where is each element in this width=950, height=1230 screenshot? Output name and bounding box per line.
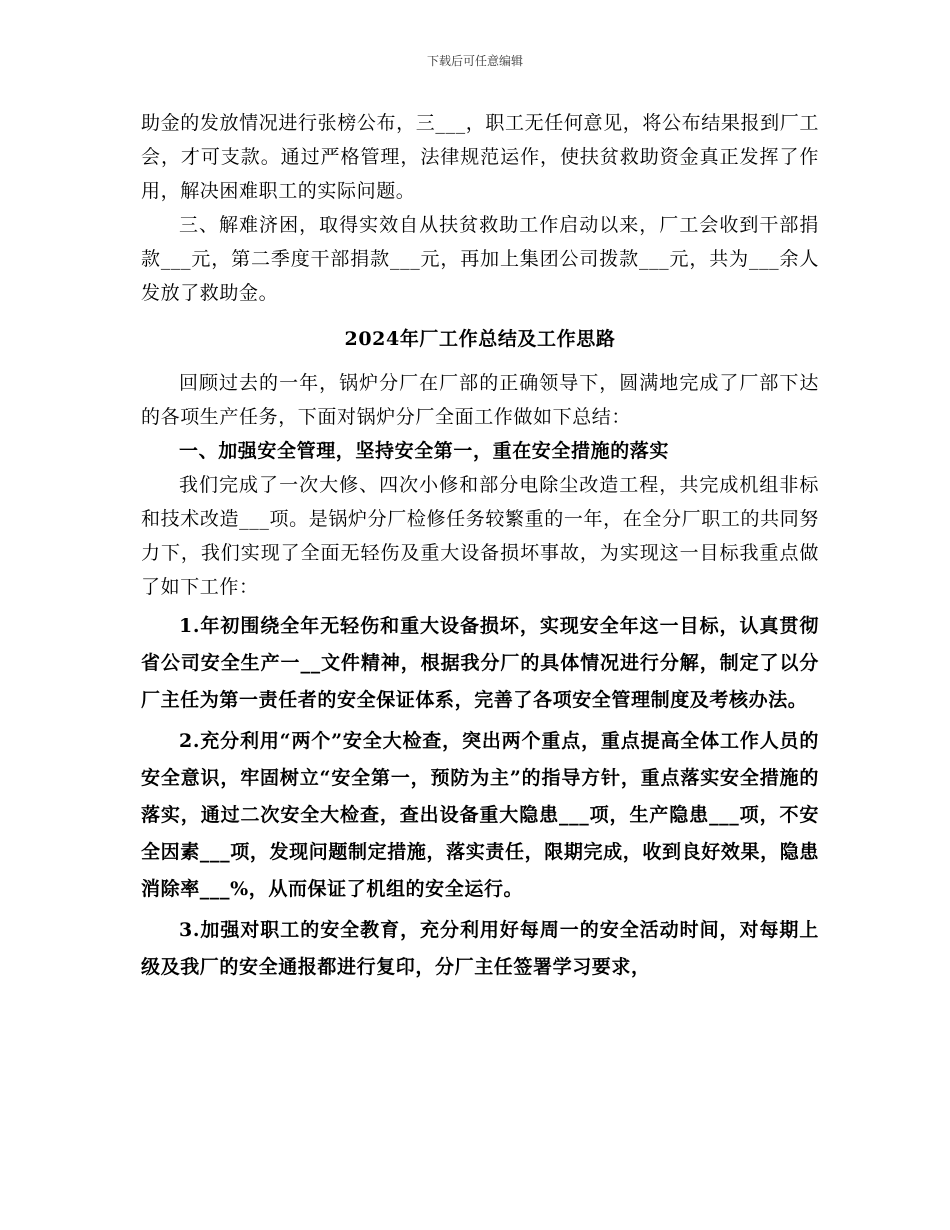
list-item-2: 2.充分利用“两个”安全大检查，突出两个重点，重点提高全体工作人员的安全意识，牢固树立“安全第一，预防为主”的指导方针，重点落实安全措施的落实，通过二次安全大检查，查出设备重大隐患___项，生产隐患___项，不安全因素___项，发现问题制定措施，落实责任，限期完成，收到良好效果，隐患消除率___%，从而保证了机组的安全运行。	[141, 730, 819, 900]
section-title: 2024年厂工作总结及工作思路	[344, 328, 616, 350]
section-heading-safety: 一、加强安全管理，坚持安全第一，重在安全措施的落实	[179, 440, 670, 462]
list-item-3: 3.加强对职工的安全教育，充分利用好每周一的安全活动时间，对每期上级及我厂的安全通报都进行复印，分厂主任签署学习要求，	[141, 919, 819, 978]
page-header: 下载后可任意编辑	[426, 54, 523, 68]
document-body	[141, 106, 819, 986]
paragraph-continued: 助金的发放情况进行张榜公布，三___，职工无任何意见，将公布结果报到厂工会，才可支款。通过严格管理，法律规范运作，使扶贫救助资金真正发挥了作用，解决困难职工的实际问题。	[141, 112, 819, 202]
paragraph-maintenance: 我们完成了一次大修、四次小修和部分电除尘改造工程，共完成机组非标和技术改造___项。是锅炉分厂检修任务较繁重的一年，在全分厂职工的共同努力下，我们实现了全面无轻伤及重大设备损坏事故，为实现这一目标我重点做了如下工作：	[141, 474, 819, 598]
paragraph-review: 回顾过去的一年，锅炉分厂在厂部的正确领导下，圆满地完成了厂部下达的各项生产任务，下面对锅炉分厂全面工作做如下总结：	[141, 372, 819, 428]
paragraph-relief: 三、解难济困，取得实效自从扶贫救助工作启动以来，厂工会收到干部捐款___元，第二季度干部捐款___元，再加上集团公司拨款___元，共为___余人发放了救助金。	[141, 214, 819, 304]
list-item-1: 1.年初围绕全年无轻伤和重大设备损坏，实现安全年这一目标，认真贯彻省公司安全生产一__文件精神，根据我分厂的具体情况进行分解，制定了以分厂主任为第一责任者的安全保证体系，完善了各项安全管理制度及考核办法。	[141, 615, 819, 711]
